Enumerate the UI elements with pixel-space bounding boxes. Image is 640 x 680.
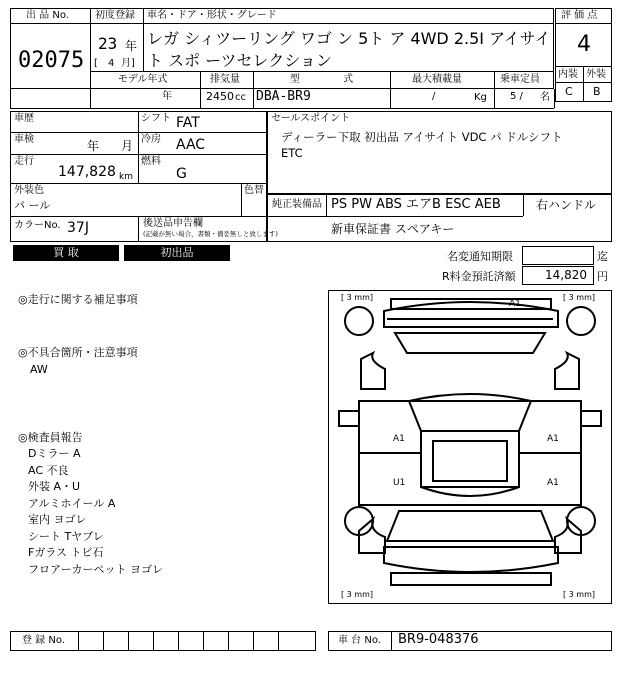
- inspector-line: Dミラー A: [28, 447, 81, 460]
- exterior-label: 外装: [586, 69, 606, 80]
- lot-no: 02075: [18, 48, 85, 73]
- fuel: G: [176, 166, 187, 182]
- defects-value: AW: [30, 363, 48, 376]
- reg-year: 23: [98, 34, 118, 53]
- transfer-unit: 迄: [597, 250, 608, 263]
- max-load-label: 最大積載量: [412, 74, 462, 85]
- car-diagram: [328, 290, 612, 604]
- ac: AAC: [176, 137, 206, 153]
- grade-label: 評 価 点: [561, 10, 598, 21]
- inspector-line: フロアーカーペット ヨゴレ: [28, 562, 163, 576]
- shift: FAT: [176, 115, 200, 131]
- chassis-label: 車 台 No.: [338, 635, 381, 646]
- max-load-unit: Kg: [474, 92, 487, 103]
- inspector-line: Fガラス トビ石: [28, 546, 104, 559]
- car-outline: [329, 291, 611, 603]
- displacement: 2450: [206, 90, 234, 103]
- mileage: 147,828: [58, 164, 116, 180]
- first-listing-badge: 初出品: [124, 245, 230, 261]
- mark-right-rear-door: A1: [547, 478, 559, 488]
- mark-left-rear-door: U1: [393, 478, 406, 488]
- inspection-year-unit: 年: [87, 139, 100, 153]
- capacity-label: 乗車定員: [500, 74, 540, 85]
- warranty: 新車保証書 スペアキー: [331, 222, 455, 236]
- sales-points-label: セールスポイント: [271, 113, 351, 124]
- sales-points-line2: ETC: [281, 146, 303, 160]
- equipment-label: 純正装備品: [272, 199, 322, 210]
- mark-right-front-door: A1: [547, 434, 559, 444]
- reg-year-unit: 年: [125, 39, 138, 53]
- tire-rl-label: [ 3 mm]: [341, 590, 374, 599]
- inspector-line: 外装 A・U: [28, 480, 81, 493]
- recycle-label: R料金預託済額: [442, 270, 516, 283]
- transfer-label: 名変通知期限: [447, 250, 513, 263]
- aftermarket-note: (記載が無い場合、書類・備품無しと致します): [143, 230, 278, 238]
- car-name-line1: レガ シィツーリング ワゴ ン 5ト ア 4WD 2.5I アイサイ: [147, 29, 551, 48]
- model-year-label: モデル年式: [118, 74, 168, 85]
- color: パ ール: [14, 199, 51, 212]
- reg-no-label: 登 録 No.: [22, 635, 65, 646]
- mark-front-bumper: A1: [509, 299, 521, 309]
- sales-points-line1: ディーラー下取 初出品 アイサイト VDC パ ドルシフト: [281, 130, 563, 144]
- color-no: 37J: [67, 220, 89, 236]
- interior-label: 内装: [558, 69, 578, 80]
- exterior: B: [593, 85, 601, 98]
- displacement-label: 排気量: [210, 74, 240, 85]
- model-label: 型 式: [290, 74, 354, 85]
- inspector-line: AC 不良: [28, 463, 69, 477]
- inspector-list: [28, 446, 163, 578]
- mileage-label: 走行: [14, 156, 34, 167]
- ac-label: 冷房: [141, 134, 161, 145]
- reg-month-unit: 月]: [121, 58, 135, 69]
- color-change-label: 色替: [244, 185, 264, 196]
- reg-month: 4: [108, 58, 115, 69]
- model: DBA-BR9: [256, 89, 311, 104]
- tire-rr-label: [ 3 mm]: [563, 590, 596, 599]
- inspection-label: 車検: [14, 134, 34, 145]
- shift-label: シフト: [141, 113, 171, 124]
- defects-title: ◎不具合箇所・注意事項: [18, 346, 138, 359]
- max-load: /: [432, 91, 436, 102]
- inspector-line: シート Tヤブレ: [28, 529, 104, 543]
- interior: C: [565, 85, 573, 98]
- chassis-no: BR9-048376: [398, 632, 479, 647]
- aftermarket-label: 後送品申告欄: [143, 218, 203, 229]
- displacement-unit: cc: [235, 92, 246, 103]
- purchase-badge: 買 取: [13, 245, 119, 261]
- color-no-label: カラーNo.: [14, 220, 61, 231]
- history-label: 車歴: [14, 113, 34, 124]
- tire-fr-label: [ 3 mm]: [563, 293, 596, 302]
- first-reg-label: 初度登録: [95, 10, 135, 21]
- model-year-unit: 年: [162, 91, 172, 102]
- lot-no-label: 出 品 No.: [26, 10, 69, 21]
- inspector-title: ◎検査員報告: [18, 431, 83, 444]
- color-label: 外装色: [14, 185, 44, 196]
- grade: 4: [577, 32, 591, 57]
- recycle-unit: 円: [597, 270, 608, 283]
- reg-month-open: [: [94, 58, 98, 69]
- capacity: 5 /: [510, 91, 523, 102]
- tire-fl-label: [ 3 mm]: [341, 293, 374, 302]
- handle: 右ハンドル: [536, 198, 597, 212]
- inspector-line: 室内 ヨゴレ: [28, 513, 87, 526]
- car-name-line2: ト スポ ーツセレクション: [147, 51, 332, 70]
- capacity-unit: 名: [540, 92, 550, 103]
- fuel-label: 燃料: [141, 156, 161, 167]
- car-name-label: 車名・ドア・形状・グレード: [147, 10, 277, 21]
- transfer-box: [522, 246, 594, 265]
- equipment: PS PW ABS エアB ESC AEB: [331, 197, 501, 212]
- driving-title: ◎走行に関する補足事項: [18, 293, 138, 306]
- mark-left-front-door: A1: [393, 434, 405, 444]
- recycle-value: 14,820: [545, 268, 587, 282]
- inspector-line: アルミホイール A: [28, 496, 116, 510]
- mileage-unit: km: [119, 172, 133, 182]
- inspection-month-unit: 月: [121, 139, 134, 153]
